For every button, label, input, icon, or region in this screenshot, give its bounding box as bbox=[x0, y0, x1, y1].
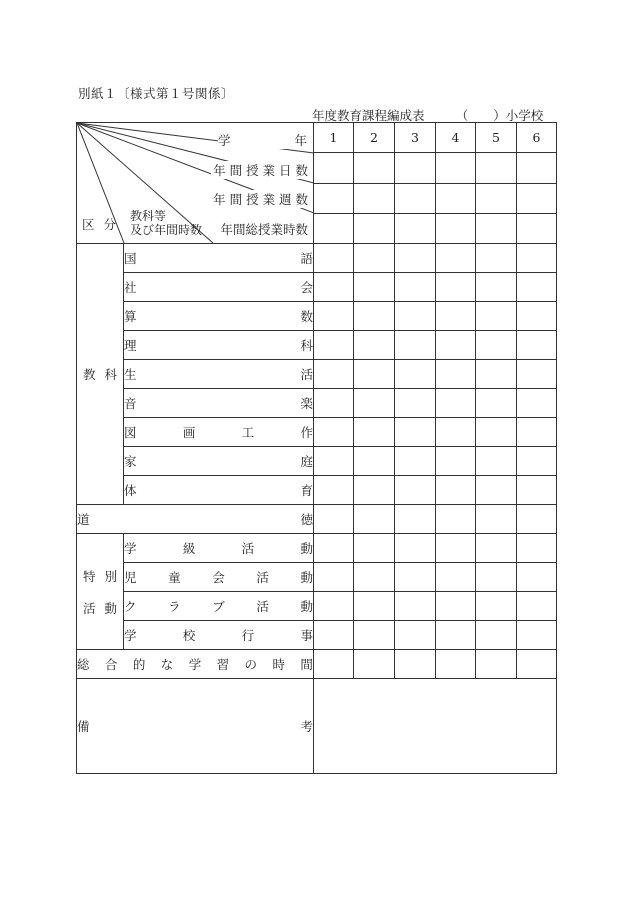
grade-value-cell[interactable] bbox=[476, 331, 517, 360]
grade-value-cell[interactable] bbox=[354, 563, 395, 592]
grade-value-cell[interactable] bbox=[354, 447, 395, 476]
grade-value-cell[interactable] bbox=[517, 505, 557, 534]
tokkatsu-group-line1 bbox=[83, 567, 117, 585]
grade-value-cell[interactable] bbox=[354, 389, 395, 418]
subject-label-char: 国 bbox=[124, 251, 137, 266]
tokkatsu-item-char: 動 bbox=[300, 599, 313, 614]
grade-value-cell[interactable] bbox=[517, 534, 557, 563]
grade-value-cell[interactable] bbox=[517, 244, 557, 273]
subject-label-char: 活 bbox=[300, 367, 313, 382]
tokkatsu-item-cell bbox=[124, 592, 314, 621]
grade-value-cell[interactable] bbox=[517, 563, 557, 592]
grade-value-cell[interactable] bbox=[476, 183, 517, 213]
grade-value-cell[interactable] bbox=[436, 331, 476, 360]
grade-value-cell[interactable] bbox=[314, 592, 354, 621]
grade-value-cell[interactable] bbox=[476, 476, 517, 505]
grade-value-cell[interactable] bbox=[436, 273, 476, 302]
grade-value-cell[interactable] bbox=[517, 273, 557, 302]
grade-value-cell[interactable] bbox=[354, 621, 395, 650]
tokkatsu-item-char: 学 bbox=[124, 541, 137, 556]
grade-value-cell[interactable] bbox=[395, 183, 436, 213]
grade-value-cell[interactable] bbox=[395, 650, 436, 679]
tokkatsu-group-cell bbox=[77, 534, 124, 650]
kyoka-group-cell bbox=[77, 244, 124, 505]
grade-value-cell[interactable] bbox=[436, 302, 476, 331]
kyoka-group-char: 科 bbox=[104, 367, 117, 382]
grade-value-cell[interactable] bbox=[314, 534, 354, 563]
remarks-label-char: 備 bbox=[77, 719, 90, 734]
grade-value-cell[interactable] bbox=[395, 302, 436, 331]
kyoka-group-char: 教 bbox=[83, 367, 96, 382]
subjects-label-line1: 教科等 bbox=[130, 209, 167, 223]
subjects-label-line2: 及び年間時数 bbox=[130, 223, 203, 237]
grade-value-cell[interactable] bbox=[395, 331, 436, 360]
grade-value-cell[interactable] bbox=[517, 153, 557, 183]
attachment-label: 別紙１〔様式第１号関係〕 bbox=[78, 86, 235, 101]
subject-label-char: 音 bbox=[124, 396, 137, 411]
integrated-study-label-cell bbox=[77, 650, 314, 679]
grade-value-cell[interactable] bbox=[476, 505, 517, 534]
tokkatsu-group-char: 活 bbox=[83, 600, 96, 616]
subject-label-char: 算 bbox=[124, 309, 137, 324]
grade-value-cell[interactable] bbox=[354, 592, 395, 621]
subject-label-char: 数 bbox=[300, 309, 313, 324]
grade-value-cell[interactable] bbox=[354, 302, 395, 331]
grade-label-char: 学 bbox=[218, 133, 231, 148]
grade-value-cell[interactable] bbox=[314, 302, 354, 331]
grade-value-cell[interactable] bbox=[517, 183, 557, 213]
grade-value-cell[interactable] bbox=[395, 592, 436, 621]
subject-label-cell bbox=[124, 273, 314, 302]
tokkatsu-item-char: 事 bbox=[300, 628, 313, 643]
remarks-input-cell[interactable] bbox=[314, 679, 557, 774]
grade-value-cell[interactable] bbox=[354, 183, 395, 213]
grade-value-cell[interactable] bbox=[314, 650, 354, 679]
grade-value-cell[interactable] bbox=[436, 418, 476, 447]
tokkatsu-item-char: ブ bbox=[212, 599, 225, 614]
grade-value-cell[interactable] bbox=[395, 447, 436, 476]
tokkatsu-group-char: 特 bbox=[83, 568, 96, 584]
grade-value-cell[interactable] bbox=[436, 183, 476, 213]
subject-label-char: 楽 bbox=[300, 396, 313, 411]
grade-value-cell[interactable] bbox=[354, 244, 395, 273]
subject-label-char: 社 bbox=[124, 280, 137, 295]
grade-value-cell[interactable] bbox=[314, 447, 354, 476]
tokkatsu-item-char: 動 bbox=[300, 541, 313, 556]
grade-value-cell[interactable] bbox=[354, 476, 395, 505]
grade-value-cell[interactable] bbox=[517, 447, 557, 476]
tokkatsu-item-char: 活 bbox=[256, 570, 269, 585]
grade-label bbox=[218, 131, 307, 149]
grade-value-cell[interactable] bbox=[476, 650, 517, 679]
grade-value-cell[interactable] bbox=[476, 302, 517, 331]
grade-value-cell[interactable] bbox=[354, 505, 395, 534]
grade-value-cell[interactable] bbox=[476, 153, 517, 183]
integrated-study-label-char: 習 bbox=[216, 657, 230, 672]
integrated-study-label-char: な bbox=[160, 657, 174, 672]
grade-label-char: 年 bbox=[294, 133, 307, 148]
remarks-label-cell bbox=[77, 679, 314, 774]
tokkatsu-item-char: 児 bbox=[124, 570, 137, 585]
weeks-label: 年 間 授 業 週 数 bbox=[213, 192, 308, 207]
subject-label-char: 家 bbox=[124, 454, 137, 469]
grade-value-cell[interactable] bbox=[436, 563, 476, 592]
subject-label-char: 画 bbox=[182, 425, 196, 440]
moral-label-cell bbox=[77, 505, 314, 534]
subject-label-char: 科 bbox=[300, 338, 313, 353]
grade-value-cell[interactable] bbox=[395, 418, 436, 447]
grade-value-cell[interactable] bbox=[395, 563, 436, 592]
grade-value-cell[interactable] bbox=[395, 213, 436, 243]
tokkatsu-item-char: 校 bbox=[182, 628, 196, 643]
subject-label-cell bbox=[124, 331, 314, 360]
subject-label-char: 工 bbox=[241, 425, 255, 440]
tokkatsu-item-char: 会 bbox=[212, 570, 225, 585]
grade-value-cell[interactable] bbox=[395, 505, 436, 534]
tokkatsu-item-char: 活 bbox=[256, 599, 269, 614]
tokkatsu-item-char: 学 bbox=[124, 628, 137, 643]
grade-value-cell[interactable] bbox=[476, 389, 517, 418]
tokkatsu-item-cell bbox=[124, 621, 314, 650]
grade-value-cell[interactable] bbox=[314, 505, 354, 534]
integrated-study-label-char: 合 bbox=[104, 657, 118, 672]
grade-value-cell[interactable] bbox=[354, 273, 395, 302]
subject-label-cell bbox=[124, 360, 314, 389]
grade-value-cell[interactable] bbox=[436, 213, 476, 243]
grade-header-1: 1 bbox=[314, 123, 354, 153]
tokkatsu-item-char: 行 bbox=[241, 628, 255, 643]
tokkatsu-group-line2 bbox=[83, 599, 117, 617]
remarks-label-char: 考 bbox=[300, 719, 313, 734]
grade-value-cell[interactable] bbox=[476, 563, 517, 592]
grade-header-2: 2 bbox=[354, 123, 395, 153]
grade-value-cell[interactable] bbox=[314, 273, 354, 302]
subject-label-char: 理 bbox=[124, 338, 137, 353]
grade-value-cell[interactable] bbox=[476, 621, 517, 650]
integrated-study-label-char: 間 bbox=[300, 657, 313, 672]
grade-value-cell[interactable] bbox=[314, 331, 354, 360]
grade-value-cell[interactable] bbox=[436, 505, 476, 534]
kyoka-group-label bbox=[77, 365, 123, 383]
grade-value-cell[interactable] bbox=[517, 592, 557, 621]
grade-value-cell[interactable] bbox=[476, 213, 517, 243]
grade-value-cell[interactable] bbox=[476, 447, 517, 476]
grade-value-cell[interactable] bbox=[354, 650, 395, 679]
grade-value-cell[interactable] bbox=[476, 418, 517, 447]
grade-value-cell[interactable] bbox=[436, 592, 476, 621]
grade-header-6: 6 bbox=[517, 123, 557, 153]
grade-value-cell[interactable] bbox=[354, 418, 395, 447]
header-diagonal-cell bbox=[77, 123, 314, 244]
grade-value-cell[interactable] bbox=[354, 331, 395, 360]
grade-value-cell[interactable] bbox=[436, 621, 476, 650]
grade-value-cell[interactable] bbox=[395, 476, 436, 505]
subject-label-cell bbox=[124, 244, 314, 273]
tokkatsu-item-char: 童 bbox=[168, 570, 181, 585]
subject-label-cell bbox=[124, 302, 314, 331]
grade-value-cell[interactable] bbox=[436, 476, 476, 505]
subject-label-char: 図 bbox=[124, 425, 137, 440]
grade-value-cell[interactable] bbox=[354, 213, 395, 243]
subject-label-char: 体 bbox=[124, 483, 137, 498]
grade-value-cell[interactable] bbox=[476, 360, 517, 389]
category-label bbox=[82, 215, 116, 233]
grade-value-cell[interactable] bbox=[476, 273, 517, 302]
tokkatsu-item-cell bbox=[124, 534, 314, 563]
grade-value-cell[interactable] bbox=[395, 389, 436, 418]
grade-value-cell[interactable] bbox=[314, 476, 354, 505]
grade-value-cell[interactable] bbox=[395, 273, 436, 302]
subject-label-cell bbox=[124, 447, 314, 476]
grade-value-cell[interactable] bbox=[314, 183, 354, 213]
grade-value-cell[interactable] bbox=[354, 534, 395, 563]
integrated-study-label-char: 的 bbox=[132, 657, 146, 672]
tokkatsu-item-char: 活 bbox=[241, 541, 255, 556]
grade-value-cell[interactable] bbox=[314, 360, 354, 389]
grade-value-cell[interactable] bbox=[517, 621, 557, 650]
hours-label: 年間総授業時数 bbox=[220, 222, 308, 237]
grade-value-cell[interactable] bbox=[395, 360, 436, 389]
grade-value-cell[interactable] bbox=[354, 360, 395, 389]
integrated-study-label-char: 総 bbox=[77, 657, 90, 672]
moral-label-char: 徳 bbox=[300, 512, 313, 527]
grade-value-cell[interactable] bbox=[517, 418, 557, 447]
subject-label-char: 会 bbox=[300, 280, 313, 295]
grade-header-4: 4 bbox=[436, 123, 476, 153]
subject-label-char: 作 bbox=[300, 425, 313, 440]
subject-label-cell bbox=[124, 418, 314, 447]
tokkatsu-item-char: ラ bbox=[168, 599, 181, 614]
subject-label-char: 育 bbox=[300, 483, 313, 498]
grade-value-cell[interactable] bbox=[436, 650, 476, 679]
grade-value-cell[interactable] bbox=[395, 534, 436, 563]
integrated-study-label-char: 学 bbox=[188, 657, 202, 672]
grade-value-cell[interactable] bbox=[476, 534, 517, 563]
subject-label-cell bbox=[124, 389, 314, 418]
grade-value-cell[interactable] bbox=[314, 389, 354, 418]
grade-value-cell[interactable] bbox=[517, 331, 557, 360]
days-label: 年 間 授 業 日 数 bbox=[213, 163, 308, 178]
grade-value-cell[interactable] bbox=[395, 621, 436, 650]
grade-value-cell[interactable] bbox=[436, 534, 476, 563]
tokkatsu-item-char: 級 bbox=[182, 541, 196, 556]
grade-value-cell[interactable] bbox=[395, 153, 436, 183]
grade-value-cell[interactable] bbox=[314, 418, 354, 447]
grade-header-5: 5 bbox=[476, 123, 517, 153]
grade-value-cell[interactable] bbox=[314, 563, 354, 592]
grade-value-cell[interactable] bbox=[314, 213, 354, 243]
tokkatsu-item-cell bbox=[124, 563, 314, 592]
subject-label-cell bbox=[124, 476, 314, 505]
integrated-study-label-char: の bbox=[244, 657, 258, 672]
grade-header-3: 3 bbox=[395, 123, 436, 153]
grade-value-cell[interactable] bbox=[476, 592, 517, 621]
grade-value-cell[interactable] bbox=[517, 360, 557, 389]
grade-value-cell[interactable] bbox=[314, 153, 354, 183]
grade-value-cell[interactable] bbox=[517, 389, 557, 418]
tokkatsu-item-char: ク bbox=[124, 599, 137, 614]
integrated-study-label-char: 時 bbox=[272, 657, 285, 672]
grade-value-cell[interactable] bbox=[517, 476, 557, 505]
grade-value-cell[interactable] bbox=[395, 244, 436, 273]
subjects-hours-label bbox=[130, 209, 202, 237]
subject-label-char: 生 bbox=[124, 367, 137, 382]
category-label-char: 分 bbox=[103, 217, 116, 232]
subject-label-char: 語 bbox=[300, 251, 313, 266]
grade-value-cell[interactable] bbox=[517, 302, 557, 331]
grade-value-cell[interactable] bbox=[314, 244, 354, 273]
category-label-char: 区 bbox=[82, 217, 95, 232]
grade-value-cell[interactable] bbox=[436, 389, 476, 418]
grade-value-cell[interactable] bbox=[436, 447, 476, 476]
subject-label-char: 庭 bbox=[300, 454, 313, 469]
curriculum-table bbox=[76, 122, 557, 774]
grade-value-cell[interactable] bbox=[436, 153, 476, 183]
grade-value-cell[interactable] bbox=[314, 621, 354, 650]
form-title: 年度教育課程編成表 （ ）小学校 bbox=[312, 108, 544, 123]
moral-label-char: 道 bbox=[77, 512, 90, 527]
grade-value-cell[interactable] bbox=[517, 213, 557, 243]
grade-value-cell[interactable] bbox=[476, 244, 517, 273]
grade-value-cell[interactable] bbox=[436, 360, 476, 389]
grade-value-cell[interactable] bbox=[354, 153, 395, 183]
tokkatsu-group-char: 別 bbox=[104, 568, 117, 584]
tokkatsu-group-char: 動 bbox=[104, 600, 117, 616]
tokkatsu-item-char: 動 bbox=[300, 570, 313, 585]
grade-value-cell[interactable] bbox=[517, 650, 557, 679]
grade-value-cell[interactable] bbox=[436, 244, 476, 273]
